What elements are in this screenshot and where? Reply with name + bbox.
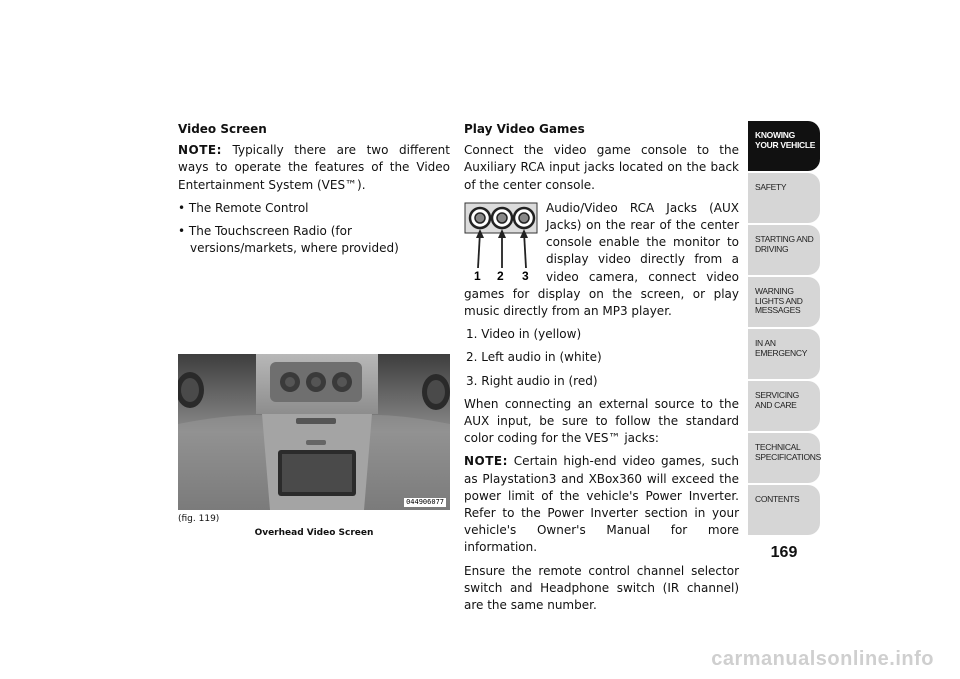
tab-knowing-your-vehicle[interactable] bbox=[748, 121, 820, 171]
tab-in-an-emergency[interactable] bbox=[748, 329, 820, 379]
jacks-block bbox=[464, 200, 739, 320]
section-heading-play-video-games: Play Video Games bbox=[464, 122, 585, 136]
tab-servicing-and-care[interactable] bbox=[748, 381, 820, 431]
tab-label: IN AN EMERGENCY bbox=[755, 338, 808, 358]
figure-code: 044906077 bbox=[406, 498, 444, 506]
tab-label: WARNING LIGHTS AND MESSAGES bbox=[755, 286, 803, 315]
note-paragraph bbox=[464, 453, 739, 556]
jack-label: 3 bbox=[522, 268, 529, 282]
jack-label: 1 bbox=[474, 268, 481, 282]
tab-starting-and-driving[interactable] bbox=[748, 225, 820, 275]
right-column bbox=[464, 121, 739, 620]
jacks-paragraph: Audio/Video RCA Jacks (AUX Jacks) on the rear of the center console enable the monitor to display video directly from a video camera, connect video games for display on the screen, or play music directly from an MP3 player. bbox=[464, 200, 739, 319]
left-column bbox=[178, 121, 450, 263]
section-heading-video-screen: Video Screen bbox=[178, 122, 267, 136]
rca-jacks-diagram bbox=[464, 202, 538, 282]
tab-label: SERVICING AND CARE bbox=[755, 390, 799, 410]
aux-paragraph: When connecting an external source to the AUX input, be sure to follow the standard color coding for the VES™ jacks: bbox=[464, 396, 739, 446]
overhead-video-screen-image bbox=[178, 354, 450, 510]
figure-reference: (fig. 119) bbox=[178, 514, 220, 524]
section-tabs bbox=[748, 121, 820, 537]
overhead-console-illustration bbox=[178, 354, 450, 510]
jack-label: 2 bbox=[497, 268, 504, 282]
final-paragraph: Ensure the remote control channel selector switch and Headphone switch (IR channel) are the same number. bbox=[464, 563, 739, 613]
watermark: carmanualsonline.info bbox=[711, 648, 934, 670]
note-paragraph bbox=[178, 142, 450, 194]
tab-technical-specifications[interactable] bbox=[748, 433, 820, 483]
note-text: Certain high-end video games, such as Playstation3 and XBox360 will exceed the power limit of the vehicle's Power Inverter. Refer to the Power Inverter section in your vehicle's Owner's Manual for more information. bbox=[464, 454, 739, 555]
tab-label: SAFETY bbox=[755, 182, 787, 192]
note-text: Typically there are two different ways to operate the features of the Video Entertainment System (VES™). bbox=[178, 143, 450, 192]
list-item: • The Touchscreen Radio (for versions/markets, where provided) bbox=[178, 224, 399, 256]
tab-label: KNOWING YOUR VEHICLE bbox=[755, 130, 816, 150]
note-label: NOTE: bbox=[178, 143, 222, 158]
tab-safety[interactable] bbox=[748, 173, 820, 223]
intro-paragraph: Connect the video game console to the Auxiliary RCA input jacks located on the back of the center console. bbox=[464, 143, 739, 192]
list-item: 1. Video in (yellow) bbox=[466, 327, 582, 342]
list-item: 2. Left audio in (white) bbox=[466, 350, 602, 365]
list-item: • The Remote Control bbox=[178, 200, 309, 215]
page-number: 169 bbox=[770, 544, 798, 561]
figure-caption: Overhead Video Screen bbox=[254, 528, 374, 538]
tab-contents[interactable] bbox=[748, 485, 820, 535]
note-label: NOTE: bbox=[464, 454, 508, 469]
tab-label: STARTING AND DRIVING bbox=[755, 234, 814, 254]
list-item: 3. Right audio in (red) bbox=[466, 373, 598, 388]
tab-label: TECHNICAL SPECIFICATIONS bbox=[755, 442, 822, 462]
tab-label: CONTENTS bbox=[755, 494, 800, 504]
tab-warning-lights-and-messages[interactable] bbox=[748, 277, 820, 327]
